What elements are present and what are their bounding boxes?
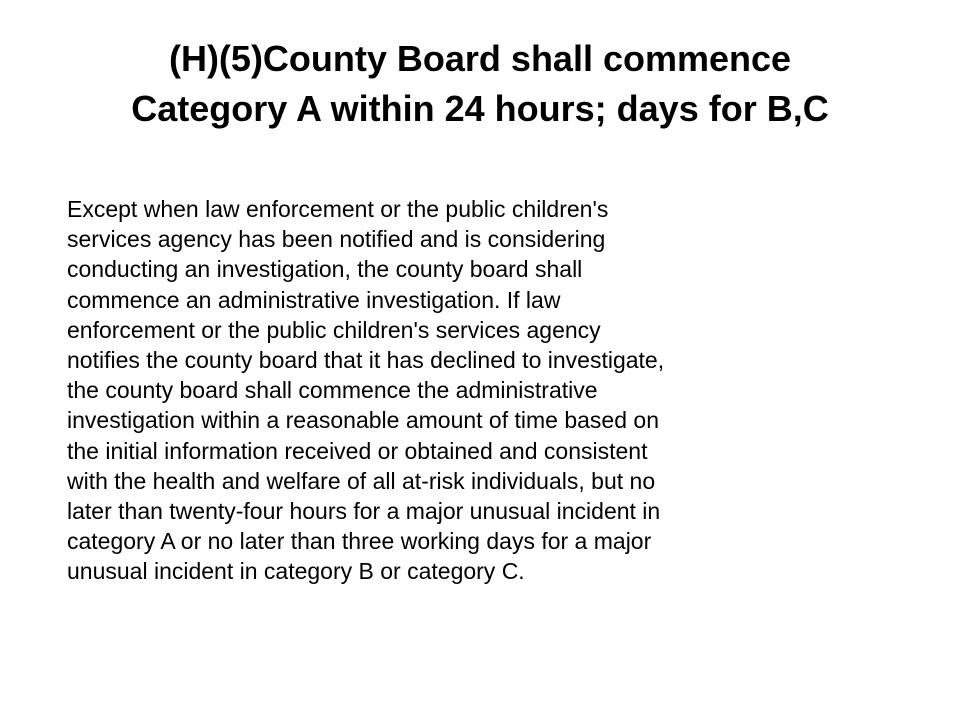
body-line: with the health and welfare of all at-risk individuals, but no xyxy=(67,467,656,494)
slide-body-paragraph xyxy=(67,194,857,587)
slide-title-line: (H)(5)County Board shall commence xyxy=(168,38,792,79)
body-line: category A or no later than three working days for a major xyxy=(67,528,652,555)
body-line: the county board shall commence the administrative xyxy=(67,377,598,404)
body-line: Except when law enforcement or the public children's xyxy=(67,196,609,222)
body-line: unusual incident in category B or category C. xyxy=(67,558,525,585)
body-line: later than twenty-four hours for a major unusual incident in xyxy=(67,498,661,525)
body-line: investigation within a reasonable amount of time based on xyxy=(67,407,659,434)
body-line: enforcement or the public children's services agency xyxy=(67,316,601,343)
body-line: services agency has been notified and is considering xyxy=(67,226,606,253)
body-line: notifies the county board that it has declined to investigate, xyxy=(67,347,665,374)
slide-title-line: Category A within 24 hours; days for B,C xyxy=(131,88,829,129)
body-line: conducting an investigation, the county board shall xyxy=(67,256,583,283)
body-line: commence an administrative investigation. If law xyxy=(67,286,561,313)
slide-title xyxy=(40,34,920,134)
body-line: the initial information received or obtained and consistent xyxy=(67,437,648,464)
